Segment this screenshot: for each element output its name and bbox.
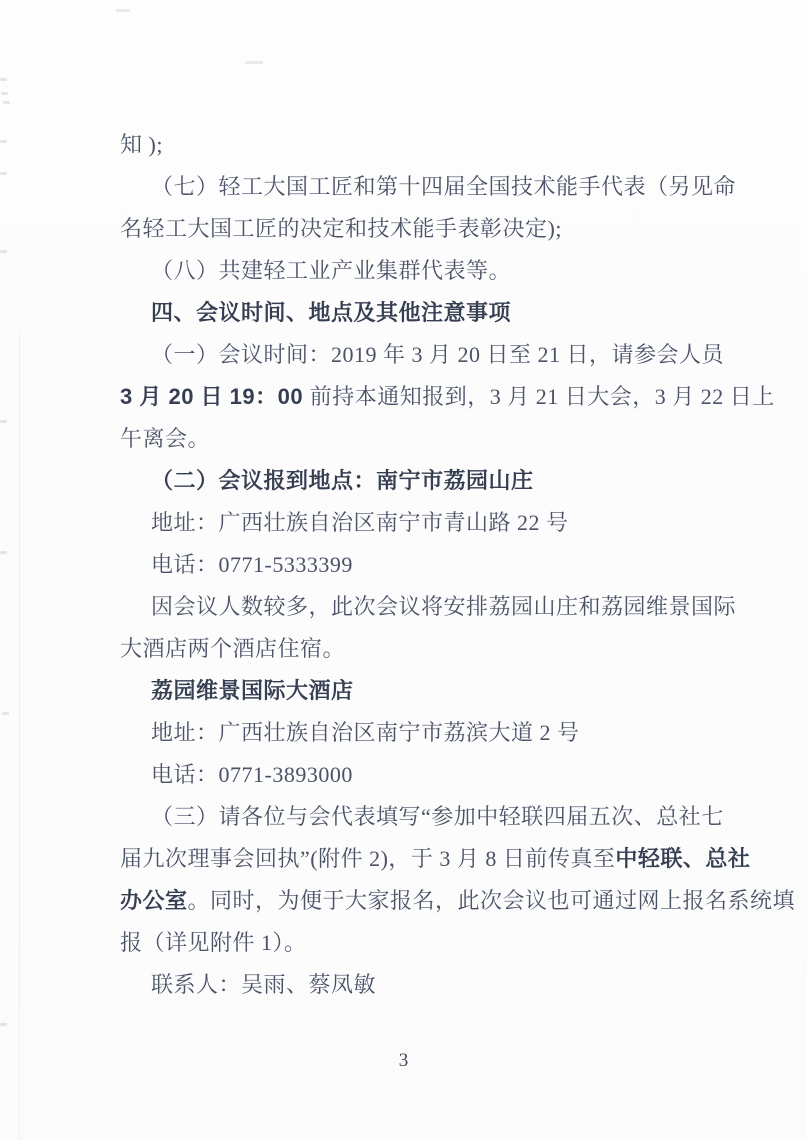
text-line [120,712,760,754]
text-segment: 地址：广西壮族自治区南宁市青山路 22 号 [151,510,569,535]
scan-artifact [0,551,7,554]
text-line [120,376,775,418]
text-segment: （三）请各位与会代表填写“参加中轻联四届五次、总社七 [151,804,724,829]
scan-artifact [3,101,10,104]
text-segment: 地址：广西壮族自治区南宁市荔滨大道 2 号 [151,720,580,745]
bold-text-segment: 荔园维景国际大酒店 [151,678,354,703]
text-line [120,880,796,922]
text-segment: 电话：0771-5333399 [151,552,353,577]
document-body [120,124,796,1006]
text-line [120,586,760,628]
text-segment: （七）轻工大国工匠和第十四届全国技术能手代表（另见命 [151,174,737,199]
text-segment: 午离会。 [120,426,211,451]
text-line [120,166,760,208]
text-segment: （八）共建轻工业产业集群代表等。 [151,258,512,283]
text-line [120,124,760,166]
text-segment: （一）会议时间：2019 年 3 月 20 日至 21 日，请参会人员 [151,342,725,367]
bold-text-segment: 办公室 [120,888,188,913]
text-segment: 名轻工大国工匠的决定和技术能手表彰决定); [120,216,562,241]
text-line [120,838,760,880]
bold-text-segment: （二）会议报到地点：南宁市荔园山庄 [151,468,534,493]
text-line [120,628,760,670]
scan-artifact [0,250,7,253]
text-segment: 因会议人数较多，此次会议将安排荔园山庄和荔园维景国际 [151,594,737,619]
page-number: 3 [398,1050,409,1071]
text-line [120,460,760,502]
text-segment: 联系人：吴雨、蔡凤敏 [151,972,377,997]
text-segment: 大酒店两个酒店住宿。 [120,636,346,661]
text-segment: 报（详见附件 1）。 [120,930,307,955]
scan-artifact [0,1023,7,1026]
text-line [120,334,760,376]
scan-artifact [0,78,7,81]
text-line [120,964,760,1006]
text-line [120,670,760,712]
text-line [120,250,760,292]
scan-artifact [116,9,130,12]
text-line [120,292,760,334]
scan-artifact [0,420,7,423]
scan-edge-line [19,330,20,1140]
scan-artifact [2,712,9,715]
text-segment: 前持本通知报到，3 月 21 日大会，3 月 22 日上 [309,384,775,409]
text-line [120,418,760,460]
text-line [120,208,760,250]
scan-artifact [1,92,8,95]
text-segment: 知 ); [120,132,163,157]
bold-text-segment: 3 月 20 日 19：00 [120,384,310,409]
text-segment: 届九次理事会回执”(附件 2)，于 3 月 8 日前传真至 [120,846,616,871]
text-line [120,502,760,544]
bold-text-segment: 四、会议时间、地点及其他注意事项 [151,300,512,325]
text-line [120,796,760,838]
text-line [120,544,760,586]
text-segment: 。同时，为便于大家报名，此次会议也可通过网上报名系统填 [187,888,796,913]
text-line [120,754,760,796]
text-segment: 电话：0771-3893000 [151,762,353,787]
bold-text-segment: 中轻联、总社 [615,846,751,871]
scan-artifact [0,140,7,143]
scan-artifact [245,61,263,64]
text-line [120,922,760,964]
scan-artifact [0,172,7,175]
